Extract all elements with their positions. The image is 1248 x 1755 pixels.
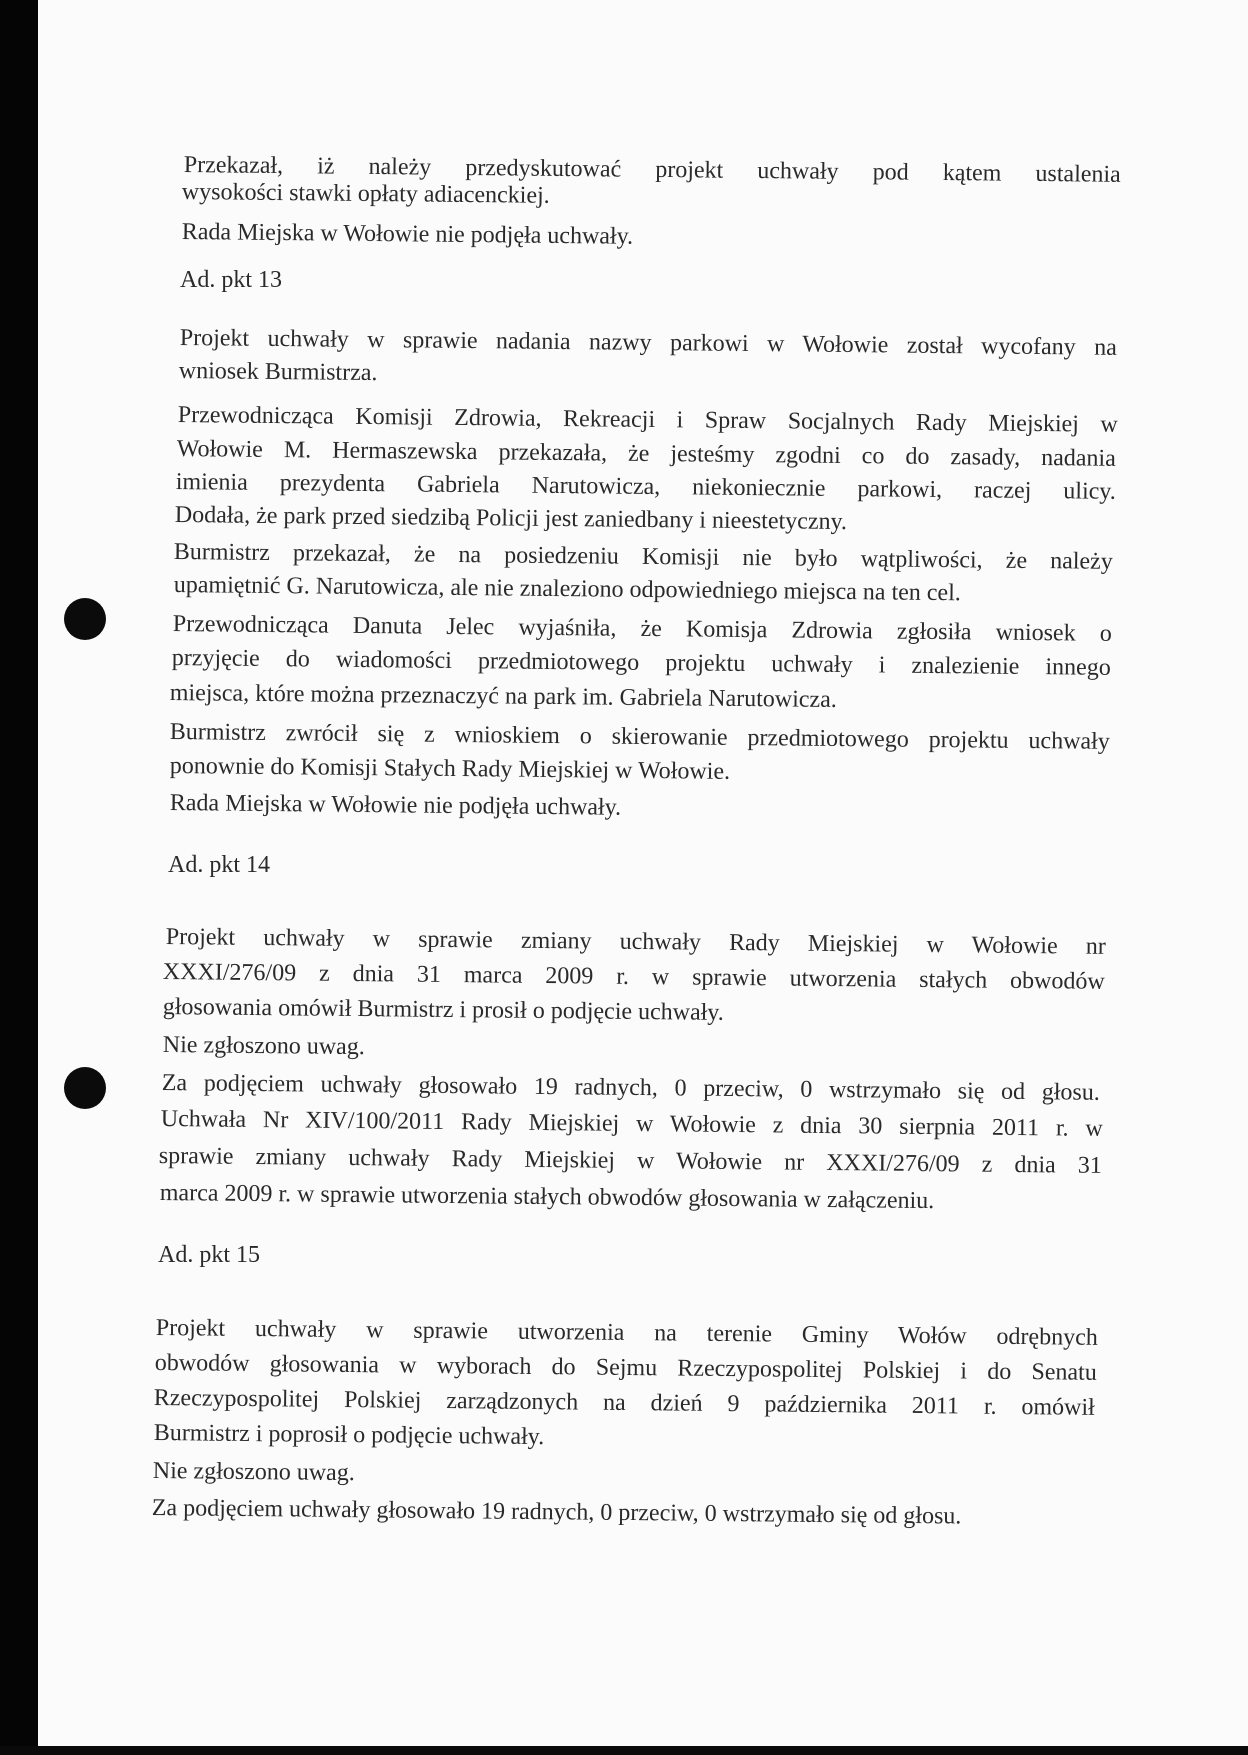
- text-line: sprawie zmiany uchwały Rady Miejskiej w Wołowie nr XXXI/276/09 z dnia 31: [158, 1142, 1102, 1179]
- text-line: Burmistrz zwrócił się z wnioskiem o skierowanie przedmiotowego projektu uchwały: [169, 718, 1110, 755]
- text-line: Rada Miejska w Wołowie nie podjęła uchwały.: [181, 218, 634, 250]
- text-line: Przewodnicząca Komisji Zdrowia, Rekreacji i Spraw Socjalnych Rady Miejskiej w: [177, 401, 1118, 438]
- text-line: Burmistrz i poprosił o podjęcie uchwały.: [153, 1419, 545, 1451]
- text-line: Przekazał, iż należy przedyskutować projekt uchwały pod kątem ustalenia: [183, 151, 1121, 188]
- section-heading: Ad. pkt 15: [158, 1242, 260, 1268]
- text-line: ponownie do Komisji Stałych Rady Miejskiej w Wołowie.: [169, 752, 731, 785]
- text-line: Rada Miejska w Wołowie nie podjęła uchwały.: [169, 789, 622, 821]
- text-line: imienia prezydenta Gabriela Narutowicza, niekoniecznie parkowi, raczej ulicy.: [175, 468, 1116, 505]
- text-line: Za podjęciem uchwały głosowało 19 radnych, 0 przeciw, 0 wstrzymało się od głosu.: [161, 1069, 1100, 1106]
- text-line: Projekt uchwały w sprawie nadania nazwy parkowi w Wołowie został wycofany na: [179, 324, 1117, 361]
- text-line: Rzeczypospolitej Polskiej zarządzonych na dzień 9 października 2011 r. omówił: [153, 1384, 1095, 1421]
- text-line: wysokości stawki opłaty adiacenckiej.: [181, 178, 550, 209]
- scan-bottom-edge: [0, 1746, 1248, 1755]
- text-line: wniosek Burmistrza.: [178, 357, 378, 387]
- text-line: miejsca, które można przeznaczyć na park im. Gabriela Narutowicza.: [169, 679, 837, 713]
- text-line: Nie zgłoszono uwag.: [162, 1031, 365, 1061]
- punch-hole-bottom: [64, 1067, 106, 1109]
- scan-left-edge: [0, 0, 38, 1755]
- text-line: Projekt uchwały w sprawie zmiany uchwały Rady Miejskiej w Wołowie nr: [165, 923, 1106, 960]
- text-line: Przewodnicząca Danuta Jelec wyjaśniła, że Komisja Zdrowia zgłosiła wniosek o: [172, 610, 1112, 647]
- text-line: głosowania omówił Burmistrz i prosił o podjęcie uchwały.: [162, 993, 724, 1026]
- text-line: Dodała, że park przed siedzibą Policji jest zaniedbany i nieestetyczny.: [174, 501, 848, 536]
- text-line: obwodów głosowania w wyborach do Sejmu Rzeczypospolitej Polskiej i do Senatu: [154, 1349, 1097, 1386]
- text-line: XXXI/276/09 z dnia 31 marca 2009 r. w sprawie utworzenia stałych obwodów: [162, 958, 1105, 995]
- text-line: przyjęcie do wiadomości przedmiotowego projektu uchwały i znalezienie innego: [171, 644, 1111, 681]
- text-line: Burmistrz przekazał, że na posiedzeniu Komisji nie było wątpliwości, że należy: [173, 538, 1113, 575]
- text-line: Uchwała Nr XIV/100/2011 Rady Miejskiej w Wołowie z dnia 30 sierpnia 2011 r. w: [160, 1105, 1103, 1142]
- text-line: marca 2009 r. w sprawie utworzenia stałych obwodów głosowania w załączeniu.: [159, 1179, 935, 1215]
- text-line: Za podjęciem uchwały głosowało 19 radnych, 0 przeciw, 0 wstrzymało się od głosu.: [151, 1494, 962, 1530]
- section-heading: Ad. pkt 13: [180, 267, 282, 293]
- text-line: Nie zgłoszono uwag.: [152, 1457, 355, 1487]
- text-line: Wołowie M. Hermaszewska przekazała, że jesteśmy zgodni co do zasady, nadania: [176, 435, 1116, 472]
- punch-hole-top: [64, 598, 106, 640]
- text-line: upamiętnić G. Narutowicza, ale nie znaleziono odpowiedniego miejsca na ten cel.: [173, 571, 961, 607]
- section-heading: Ad. pkt 14: [168, 852, 270, 878]
- text-line: Projekt uchwały w sprawie utworzenia na terenie Gminy Wołów odrębnych: [155, 1314, 1098, 1351]
